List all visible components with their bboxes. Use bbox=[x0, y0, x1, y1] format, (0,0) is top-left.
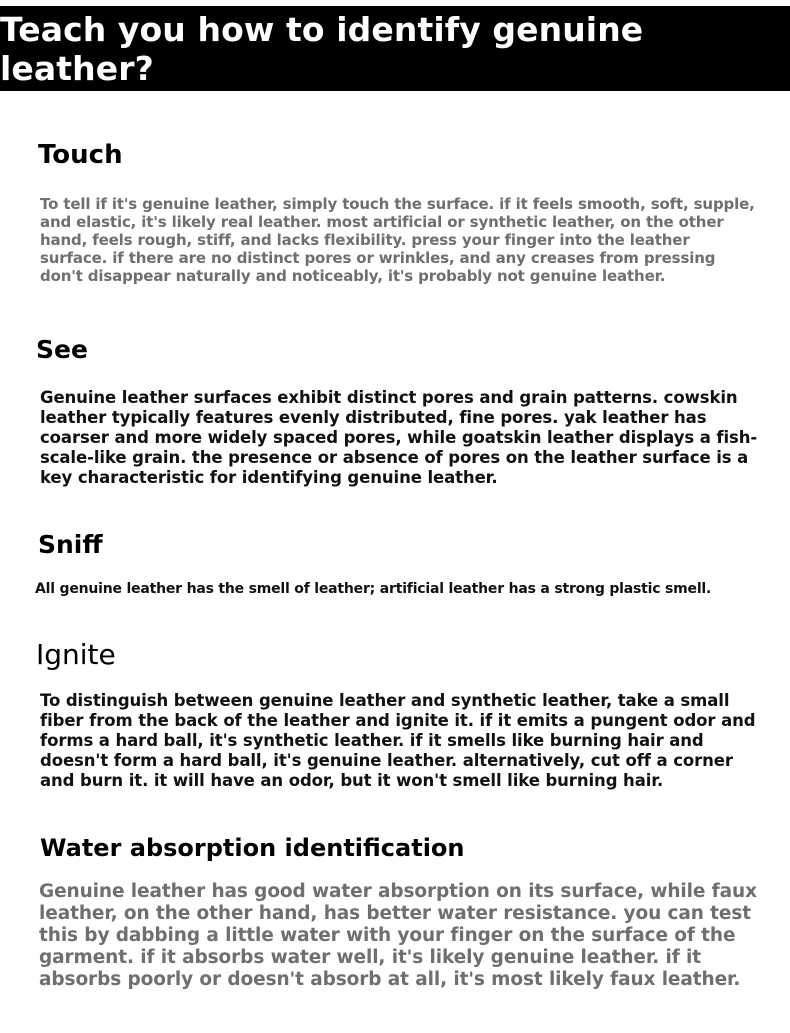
page-title: Teach you how to identify genuine leather? bbox=[0, 9, 644, 88]
section-body-touch: To tell if it's genuine leather, simply touch the surface. if it feels smooth, soft, supple, and elastic, it's likely real leather. most artificial or synthetic leather, on the other hand, feels rough, stiff, and lacks flexibility. press your finger into the leather surface. if there are no distinct pores or wrinkles, and any creases from pressing don't disappear naturally and noticeably, it's probably not genuine leather. bbox=[40, 195, 755, 285]
section-body-see: Genuine leather surfaces exhibit distinct pores and grain patterns. cowskin leather typically features evenly distributed, fine pores. yak leather has coarser and more widely spaced pores, while goatskin leather displays a fish-scale-like grain. the presence or absence of pores on the leather surface is a key characteristic for identifying genuine leather. bbox=[40, 388, 758, 487]
section-heading-water-absorption: Water absorption identification bbox=[40, 834, 465, 862]
section-heading-see: See bbox=[36, 335, 88, 364]
section-body-sniff: All genuine leather has the smell of leather; artificial leather has a strong plastic smell. bbox=[35, 581, 712, 597]
section-heading-touch: Touch bbox=[38, 140, 123, 170]
section-body-ignite: To distinguish between genuine leather and synthetic leather, take a small fiber from the back of the leather and ignite it. if it emits a pungent odor and forms a hard ball, it's synthetic leather. if it smells like burning hair and doesn't form a hard ball, it's genuine leather. alternatively, cut off a corner and burn it. it will have an odor, but it won't smell like burning hair. bbox=[40, 691, 756, 790]
section-heading-ignite: Ignite bbox=[36, 638, 116, 671]
section-body-water-absorption: Genuine leather has good water absorption on its surface, while faux leather, on the other hand, has better water resistance. you can test this by dabbing a little water with your finger on the surface of the garment. if it absorbs water well, it's likely genuine leather. if it absorbs poorly or doesn't absorb at all, it's most likely faux leather. bbox=[39, 881, 757, 990]
section-heading-sniff: Sniff bbox=[38, 530, 103, 559]
title-banner bbox=[0, 6, 790, 91]
